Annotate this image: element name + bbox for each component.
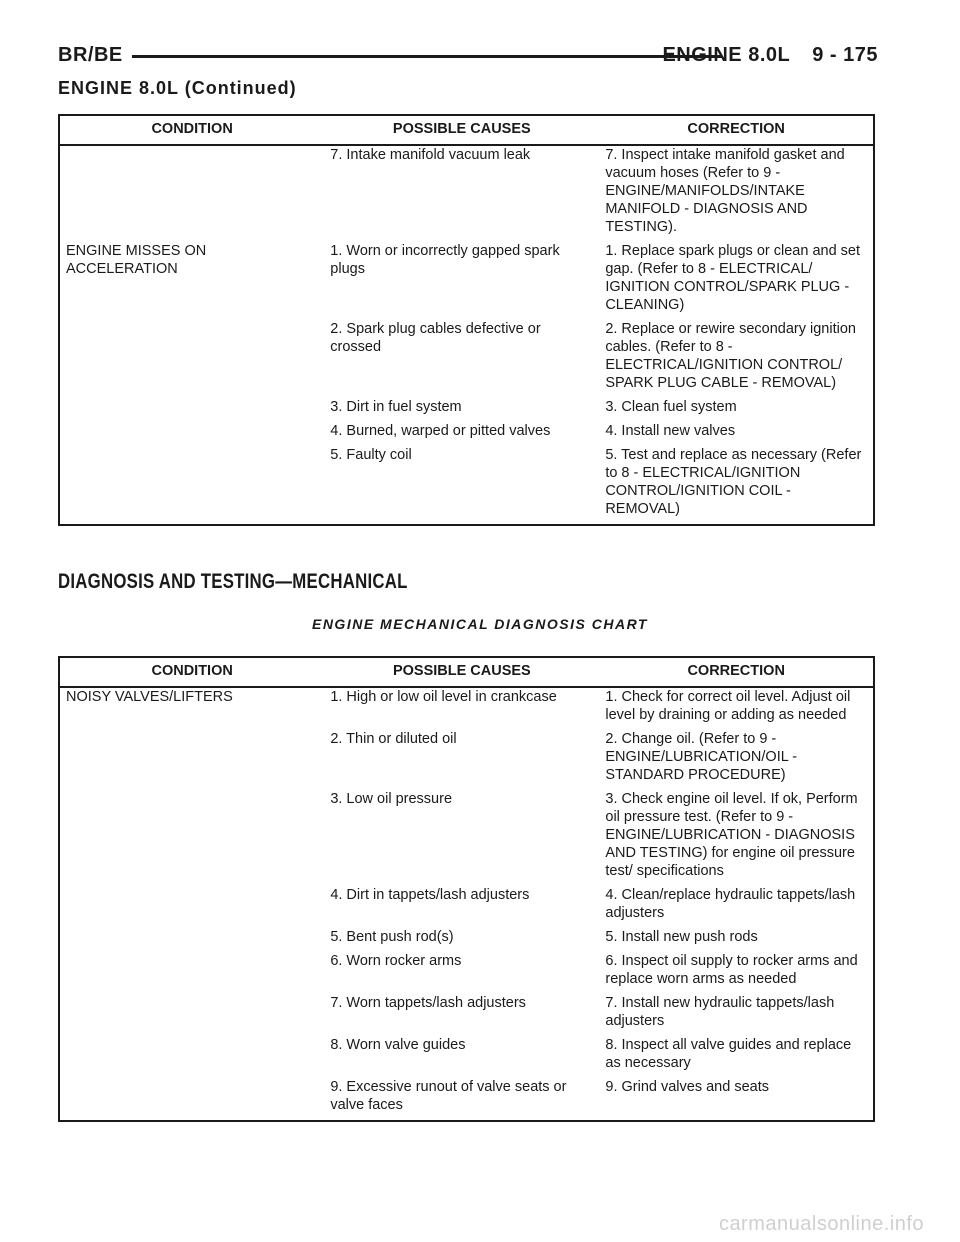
- cell-correction: 5. Install new push rods: [605, 929, 758, 945]
- table-row: [59, 320, 874, 398]
- cell-condition: [59, 320, 324, 398]
- cell-cause: 8. Worn valve guides: [330, 1037, 466, 1053]
- cell-cause: 1. Worn or incorrectly gapped spark plugs: [330, 243, 560, 277]
- section-title: DIAGNOSIS AND TESTING—MECHANICAL: [58, 570, 408, 593]
- cell-cause: 4. Dirt in tappets/lash adjusters: [330, 887, 530, 903]
- cell-condition: NOISY VALVES/LIFTERS: [66, 689, 233, 705]
- table-row: [59, 242, 874, 320]
- header-possible-causes: POSSIBLE CAUSES: [324, 657, 599, 687]
- table-row: [59, 422, 874, 446]
- table-row: [59, 145, 874, 242]
- cell-cause: 9. Excessive runout of valve seats or valve faces: [330, 1079, 567, 1113]
- cell-cause: 5. Bent push rod(s): [330, 929, 454, 945]
- table-row: [59, 398, 874, 422]
- cell-cause: 4. Burned, warped or pitted valves: [330, 423, 551, 439]
- table-row: [59, 952, 874, 994]
- page-number: 9 - 175: [812, 44, 878, 66]
- cell-condition: [59, 1078, 324, 1121]
- header-correction: CORRECTION: [599, 657, 874, 687]
- header-rule: [132, 55, 722, 58]
- cell-correction: 1. Check for correct oil level. Adjust oil level by draining or adding as needed: [605, 689, 851, 723]
- cell-cause: 1. High or low oil level in crankcase: [330, 689, 557, 705]
- cell-correction: 9. Grind valves and seats: [605, 1079, 769, 1095]
- table-header-row: [59, 115, 874, 145]
- cell-correction: 1. Replace spark plugs or clean and set gap. (Refer to 8 - ELECTRICAL/ IGNITION CONTROL/SPARK PLUG - CLEANING): [605, 243, 861, 313]
- cell-condition: ENGINE MISSES ON ACCELERATION: [66, 243, 207, 277]
- cell-correction: 4. Clean/replace hydraulic tappets/lash adjusters: [605, 887, 856, 921]
- vehicle-code: BR/BE: [58, 44, 123, 66]
- table-row: [59, 1078, 874, 1121]
- cell-correction: 7. Install new hydraulic tappets/lash adjusters: [605, 995, 835, 1029]
- cell-correction: 7. Inspect intake manifold gasket and vacuum hoses (Refer to 9 - ENGINE/MANIFOLDS/INTAKE MANIFOLD - DIAGNOSIS AND TESTING).: [605, 147, 845, 235]
- cell-correction: 2. Change oil. (Refer to 9 - ENGINE/LUBRICATION/OIL - STANDARD PROCEDURE): [605, 731, 798, 783]
- cell-correction: 3. Clean fuel system: [605, 399, 737, 415]
- cell-condition: [59, 928, 324, 952]
- cell-condition: [59, 790, 324, 886]
- header-right: [662, 44, 878, 67]
- cell-cause: 2. Thin or diluted oil: [330, 731, 457, 747]
- cell-correction: 8. Inspect all valve guides and replace as necessary: [605, 1037, 852, 1071]
- header-title: ENGINE 8.0L: [662, 44, 791, 66]
- cell-correction: 5. Test and replace as necessary (Refer to 8 - ELECTRICAL/IGNITION CONTROL/IGNITION COIL - REMOVAL): [605, 447, 862, 517]
- table-row: [59, 730, 874, 790]
- table-row: [59, 886, 874, 928]
- cell-condition: [59, 145, 324, 242]
- chart-caption: ENGINE MECHANICAL DIAGNOSIS CHART: [311, 616, 648, 632]
- watermark: carmanualsonline.info: [718, 1213, 924, 1235]
- header-possible-causes: POSSIBLE CAUSES: [324, 115, 599, 145]
- header-correction: CORRECTION: [599, 115, 874, 145]
- cell-condition: [59, 422, 324, 446]
- cell-condition: [59, 994, 324, 1036]
- header-condition: CONDITION: [59, 657, 324, 687]
- page-header: [58, 44, 878, 74]
- cell-condition: [59, 730, 324, 790]
- mechanical-diagnosis-table: [58, 656, 875, 1122]
- cell-cause: 3. Low oil pressure: [330, 791, 453, 807]
- table-row: [59, 790, 874, 886]
- cell-cause: 2. Spark plug cables defective or crossed: [330, 321, 541, 355]
- header-condition: CONDITION: [59, 115, 324, 145]
- cell-correction: 2. Replace or rewire secondary ignition cables. (Refer to 8 - ELECTRICAL/IGNITION CONTROL/ SPARK PLUG CABLE - REMOVAL): [605, 321, 856, 391]
- table-row: [59, 1036, 874, 1078]
- cell-cause: 7. Worn tappets/lash adjusters: [330, 995, 526, 1011]
- continued-heading: ENGINE 8.0L (Continued): [58, 78, 297, 98]
- cell-condition: [59, 886, 324, 928]
- cell-condition: [59, 952, 324, 994]
- cell-condition: [59, 398, 324, 422]
- table-row: [59, 446, 874, 525]
- table-row: [59, 687, 874, 730]
- cell-correction: 6. Inspect oil supply to rocker arms and replace worn arms as needed: [605, 953, 858, 987]
- cell-cause: 6. Worn rocker arms: [330, 953, 462, 969]
- table-row: [59, 994, 874, 1036]
- cell-cause: 3. Dirt in fuel system: [330, 399, 462, 415]
- cell-correction: 4. Install new valves: [605, 423, 736, 439]
- cell-correction: 3. Check engine oil level. If ok, Perform oil pressure test. (Refer to 9 - ENGINE/LUBRICATION - DIAGNOSIS AND TESTING) for engine oil pressure test/ specifications: [605, 791, 858, 879]
- table-header-row: [59, 657, 874, 687]
- cell-condition: [59, 1036, 324, 1078]
- table-row: [59, 928, 874, 952]
- diagnosis-table-continued: [58, 114, 875, 526]
- cell-cause: 5. Faulty coil: [330, 447, 412, 463]
- cell-condition: [59, 446, 324, 525]
- cell-cause: 7. Intake manifold vacuum leak: [330, 147, 531, 163]
